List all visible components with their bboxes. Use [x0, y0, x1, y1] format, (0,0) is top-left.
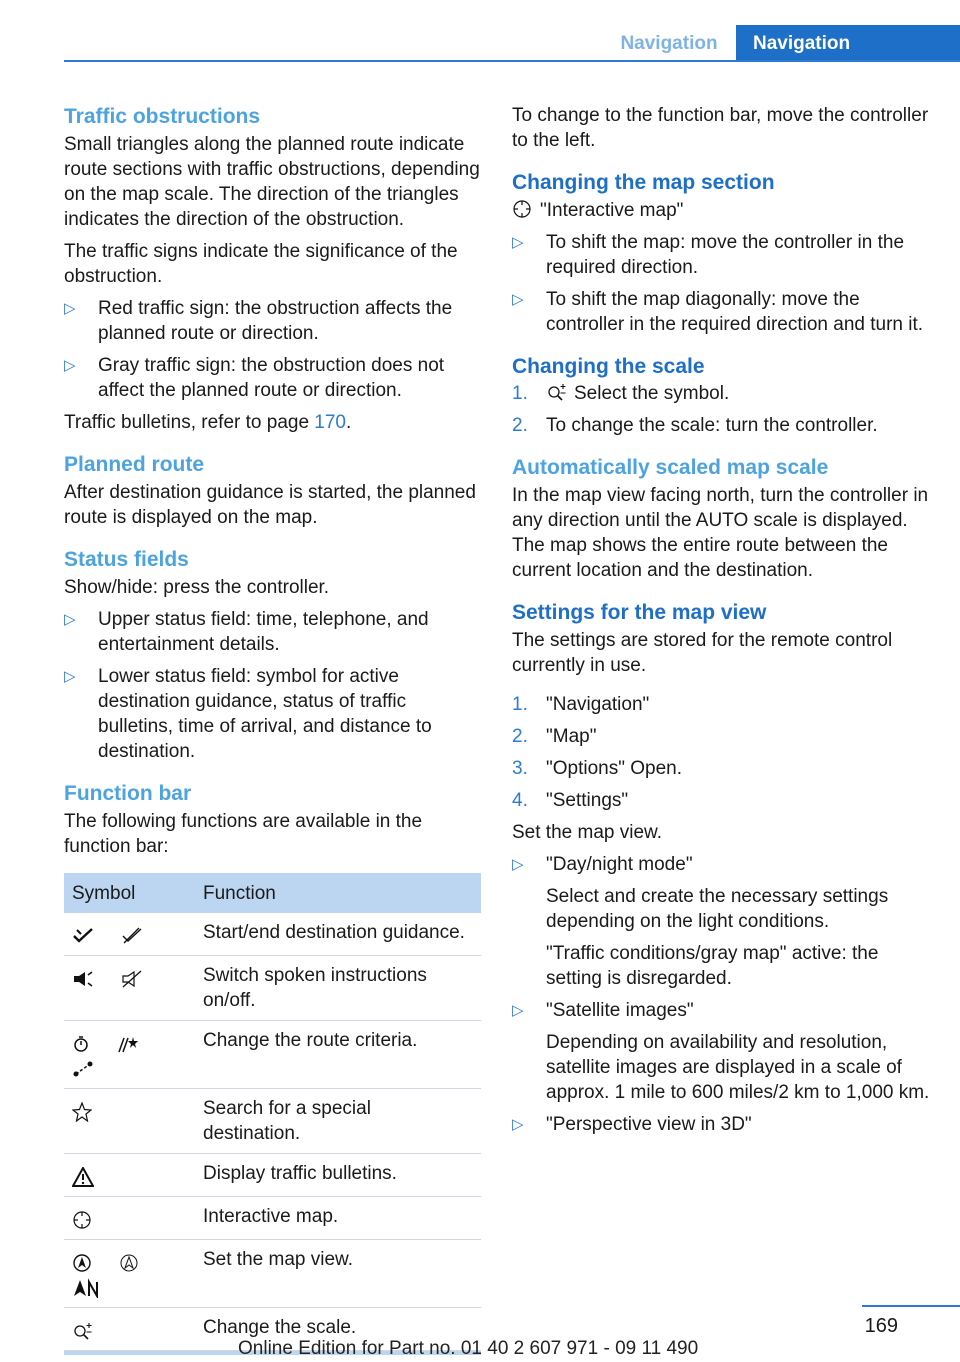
column-header-symbol: Symbol [64, 873, 195, 913]
step-number: 1. [512, 694, 528, 715]
symbol-cell [64, 1021, 195, 1089]
table-row [64, 1154, 481, 1197]
option-description: Select and create the necessary settings depending on the light conditions. [546, 886, 889, 932]
list-item [512, 692, 932, 717]
option-block [546, 852, 932, 991]
edition-text: Online Edition for Part no. 01 40 2 607 971 - 09 11 490 [238, 1338, 699, 1359]
page-header [0, 25, 960, 62]
map-view-direction-icon [72, 1253, 92, 1273]
list-item [64, 296, 481, 346]
option-block [546, 998, 932, 1105]
symbol-cell [64, 1240, 195, 1308]
page-link[interactable]: 170 [314, 412, 346, 433]
map-view-north-icon [72, 1278, 100, 1298]
list-item [512, 788, 932, 813]
step-text: "Map" [546, 726, 597, 747]
symbol-cell [64, 1089, 195, 1154]
table-header-row [64, 873, 481, 913]
zoom-scale-icon [546, 382, 568, 402]
fast-route-icon [72, 1035, 90, 1053]
symbol-cell [64, 956, 195, 1021]
function-cell: Display traffic bulletins. [195, 1154, 481, 1197]
list-item [512, 724, 932, 749]
bullet-triangle-icon: ▷ [512, 1002, 524, 1019]
bullet-text: Upper status field: time, telephone, and entertainment details. [98, 609, 429, 655]
function-bar-paragraph: The following functions are available in the function bar: [64, 811, 423, 857]
step-number: 2. [512, 415, 528, 436]
zoom-scale-icon [72, 1321, 94, 1341]
step-text: Select the symbol. [574, 383, 730, 404]
symbol-cell [64, 1154, 195, 1197]
menu-path-line [512, 198, 932, 223]
table-row [64, 1021, 481, 1089]
left-column [64, 103, 481, 1355]
symbol-cell [64, 913, 195, 956]
reference-text: Traffic bulletins, refer to page [64, 412, 315, 433]
function-cell: Change the route criteria. [195, 1021, 481, 1089]
step-content [546, 381, 932, 406]
page-number: 169 [864, 1315, 898, 1337]
status-fields-heading: Status fields [64, 548, 189, 571]
auto-scale-heading: Automatically scaled map scale [512, 456, 829, 479]
reference-end: . [346, 412, 352, 433]
interactive-map-crosshair-icon [72, 1210, 92, 1230]
traffic-paragraph-2: The traffic signs indicate the significance of the obstruction. [64, 241, 458, 287]
function-cell: Start/end destination guidance. [195, 913, 481, 956]
list-item [512, 287, 932, 337]
list-item [64, 353, 481, 403]
bullet-text: To shift the map diagonally: move the controller in the required direction and turn it. [546, 289, 924, 335]
table-row [64, 1089, 481, 1154]
option-note: "Traffic conditions/gray map" active: the setting is disregarded. [546, 943, 879, 989]
interactive-map-crosshair-icon [512, 199, 532, 219]
traffic-bulletins-reference [64, 410, 481, 435]
step-text: "Settings" [546, 790, 629, 811]
list-item [512, 1112, 932, 1137]
step-number: 4. [512, 790, 528, 811]
traffic-obstructions-heading: Traffic obstructions [64, 105, 261, 128]
bullet-triangle-icon: ▷ [64, 611, 76, 628]
function-bar-heading: Function bar [64, 782, 192, 805]
bullet-triangle-icon: ▷ [64, 300, 76, 317]
symbol-cell [64, 1197, 195, 1240]
special-destination-star-icon [72, 1102, 92, 1122]
bullet-text: Gray traffic sign: the obstruction does not affect the planned route or direction. [98, 355, 445, 401]
function-bar-table [64, 873, 481, 1351]
map-view-3d-icon [119, 1253, 139, 1273]
destination-guidance-end-icon [121, 927, 143, 945]
status-fields-paragraph: Show/hide: press the controller. [64, 577, 330, 598]
list-item [512, 381, 932, 406]
header-section-label: Navigation [620, 33, 718, 54]
menu-item-interactive-map: "Interactive map" [540, 200, 684, 221]
list-item [64, 607, 481, 657]
bullet-text: Lower status field: symbol for active destination guidance, status of traffic bulletins, time of arrival, and distance to destination. [98, 666, 432, 762]
footer-rule [862, 1305, 960, 1307]
table-row [64, 1240, 481, 1308]
function-cell: Interactive map. [195, 1197, 481, 1240]
step-text: To change the scale: turn the controller. [546, 415, 878, 436]
step-number: 3. [512, 758, 528, 779]
destination-guidance-start-icon [72, 927, 94, 945]
changing-map-section-heading: Changing the map section [512, 171, 775, 194]
function-cell: Switch spoken instructions on/off. [195, 956, 481, 1021]
option-description: Depending on availability and resolution, satellite images are displayed in a scale of approx. 1 mile to 600 miles/2 km to 1,000 km. [546, 1032, 930, 1103]
column-header-function: Function [195, 873, 481, 913]
bullet-triangle-icon: ▷ [512, 234, 524, 251]
planned-route-heading: Planned route [64, 453, 205, 476]
bullet-text: Red traffic sign: the obstruction affects the planned route or direction. [98, 298, 453, 344]
list-item [512, 756, 932, 781]
table-row [64, 956, 481, 1021]
table-row [64, 913, 481, 956]
settings-map-view-heading: Settings for the map view [512, 601, 767, 624]
bullet-text: To shift the map: move the controller in the required direction. [546, 232, 905, 278]
speaker-off-icon [121, 970, 143, 988]
list-item [512, 413, 932, 438]
list-item [512, 230, 932, 280]
bullet-triangle-icon: ▷ [64, 668, 76, 685]
bullet-triangle-icon: ▷ [512, 1116, 524, 1133]
list-item [64, 664, 481, 764]
table-row [64, 1197, 481, 1240]
speaker-on-icon [72, 970, 94, 988]
bullet-triangle-icon: ▷ [64, 357, 76, 374]
scenic-route-icon [117, 1035, 139, 1053]
function-cell: Change the scale. [195, 1308, 481, 1351]
list-item [512, 852, 932, 991]
header-chapter-tab: Navigation [736, 25, 960, 62]
step-text: "Navigation" [546, 694, 650, 715]
header-rule [64, 60, 960, 62]
list-item [512, 998, 932, 1105]
bullet-triangle-icon: ▷ [512, 291, 524, 308]
settings-paragraph: The settings are stored for the remote control currently in use. [512, 630, 893, 676]
traffic-warning-icon [72, 1167, 94, 1187]
changing-scale-heading: Changing the scale [512, 355, 705, 378]
planned-route-paragraph: After destination guidance is started, the planned route is displayed on the map. [64, 482, 476, 528]
right-column [512, 103, 932, 1144]
step-number: 1. [512, 383, 528, 404]
function-cell: Search for a special destination. [195, 1089, 481, 1154]
auto-scale-paragraph: In the map view facing north, turn the controller in any direction until the AUTO scale is displayed. The map shows the entire route between the current location and the destination. [512, 485, 929, 581]
function-cell: Set the map view. [195, 1240, 481, 1308]
option-title: "Satellite images" [546, 1000, 694, 1021]
option-title: "Perspective view in 3D" [546, 1114, 752, 1135]
step-text: "Options" Open. [546, 758, 683, 779]
set-map-view-text: Set the map view. [512, 822, 662, 843]
short-route-icon [72, 1060, 94, 1078]
option-title: "Day/night mode" [546, 854, 693, 875]
step-number: 2. [512, 726, 528, 747]
traffic-paragraph-1: Small triangles along the planned route indicate route sections with traffic obstructions, depending on the map scale. The direction of the triangles indicates the direction of the obstruction. [64, 134, 480, 230]
bullet-triangle-icon: ▷ [512, 856, 524, 873]
symbol-cell [64, 1308, 195, 1351]
function-bar-intro: To change to the function bar, move the controller to the left. [512, 105, 929, 151]
